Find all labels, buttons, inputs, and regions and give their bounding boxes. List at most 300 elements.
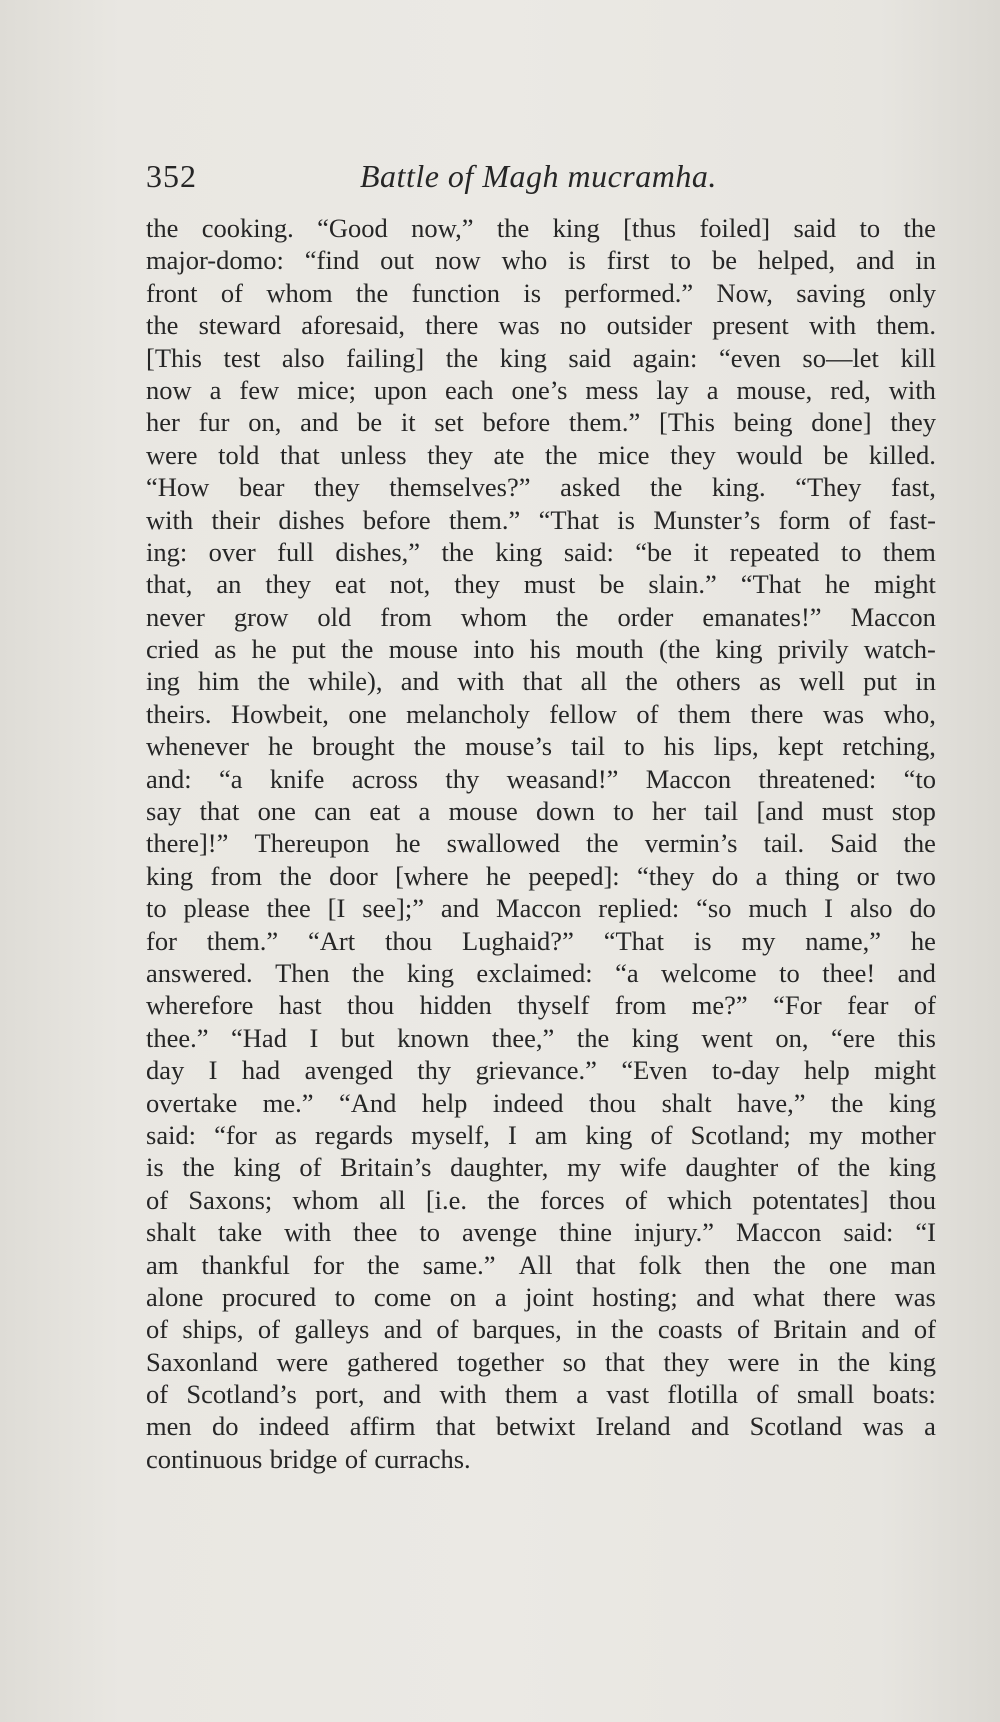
word: was (498, 310, 540, 341)
word: that (575, 1249, 616, 1280)
word: take (218, 1217, 263, 1248)
word: of (796, 1152, 820, 1183)
word: “for (214, 1119, 257, 1150)
word: present (712, 310, 789, 341)
word: they (890, 407, 936, 438)
word: Saxonland (146, 1346, 258, 1377)
word: indeed (492, 1087, 564, 1118)
word: said: (563, 536, 614, 567)
word: fur (198, 407, 230, 438)
word: he (825, 569, 851, 600)
word: they (427, 439, 473, 470)
word: thine (559, 1217, 613, 1248)
word: say (146, 796, 182, 827)
word: name,” (805, 925, 882, 956)
text-line (146, 504, 936, 536)
word: the (496, 213, 530, 243)
word: he (268, 731, 294, 762)
word: steward (198, 310, 282, 341)
word: please (183, 893, 250, 924)
word: that, (146, 569, 193, 600)
word: he (486, 860, 512, 891)
word: a (494, 1281, 507, 1312)
word: fast- (888, 504, 936, 535)
text-line (146, 795, 936, 827)
word: help (804, 1055, 850, 1086)
word: to-day (711, 1055, 780, 1086)
word: aforesaid, (301, 310, 406, 341)
text-line (146, 1346, 936, 1378)
word: before (482, 407, 551, 438)
word: hast (278, 990, 322, 1021)
text-line (146, 827, 936, 859)
word: with (809, 310, 857, 341)
word: bear (238, 472, 285, 503)
text-line (146, 925, 936, 957)
word: he (910, 925, 936, 956)
word: the (773, 1249, 806, 1280)
word: was (822, 698, 865, 729)
word: now,” (411, 213, 474, 243)
word: to (419, 1217, 441, 1248)
text-line (146, 1443, 936, 1475)
word: them.” (448, 504, 521, 535)
word: Howbeit, (230, 698, 329, 729)
word: ate (493, 439, 525, 470)
word: folk (638, 1249, 682, 1280)
word: and (440, 893, 480, 924)
word: daughter, (450, 1152, 549, 1183)
text-line (146, 568, 936, 600)
text-line (146, 1313, 936, 1345)
word: his (529, 634, 561, 665)
word: theirs. (146, 698, 212, 729)
word: thee (266, 893, 311, 924)
word: and (696, 1281, 735, 1312)
word: hosting; (592, 1281, 678, 1312)
word: of (299, 1152, 322, 1183)
word: king (495, 536, 543, 567)
word: thing (784, 860, 840, 891)
word: of (636, 698, 659, 729)
word: the (831, 1087, 864, 1118)
word: what (753, 1281, 805, 1312)
word: one (348, 698, 387, 729)
word: tail. (763, 828, 805, 859)
text-line (146, 698, 936, 730)
text-line (146, 471, 936, 503)
word: king (888, 1152, 936, 1183)
word: man (890, 1249, 936, 1280)
word: her (146, 407, 180, 438)
word: swallowed (446, 828, 560, 859)
word: shalt (146, 1217, 197, 1248)
word: were (727, 1346, 780, 1377)
word: of (736, 1314, 760, 1345)
word: “a (219, 763, 243, 794)
word: Scotland’s (186, 1379, 297, 1410)
word: replied: (598, 893, 680, 924)
word: to (840, 536, 862, 567)
word: vast (606, 1379, 650, 1410)
text-line (146, 1151, 936, 1183)
text-line (146, 1119, 936, 1151)
text-line (146, 1022, 936, 1054)
word: king (552, 213, 600, 243)
word: galleys (294, 1314, 370, 1345)
word: [I (327, 893, 346, 924)
word: Saxons; (188, 1184, 273, 1215)
word: with (146, 504, 194, 535)
word: that (605, 1346, 645, 1377)
word: mouth (575, 634, 644, 665)
word: said (793, 213, 837, 243)
word: major-domo: (146, 245, 284, 276)
word: the (837, 1152, 871, 1183)
word: never (146, 601, 205, 632)
word: I (507, 1119, 517, 1150)
word: each (444, 374, 494, 405)
word: them (677, 698, 731, 729)
word: them (882, 536, 936, 567)
word: well (799, 666, 845, 697)
word: small (796, 1379, 855, 1410)
word: Now, (716, 277, 773, 308)
word: kill (900, 342, 936, 373)
word: Thereupon (254, 828, 370, 859)
word: continuous (146, 1443, 263, 1474)
word: is (568, 245, 586, 276)
word: do (211, 1411, 239, 1442)
word: so (562, 1346, 587, 1377)
word: of (436, 1314, 459, 1345)
word: men (146, 1411, 192, 1442)
text-line (146, 601, 936, 633)
word: joint (525, 1281, 574, 1312)
word: [This (146, 342, 202, 373)
word: of (913, 990, 936, 1021)
word: their (211, 504, 261, 535)
word: Maccon (735, 1217, 822, 1248)
word: as (214, 634, 237, 665)
word: were (146, 439, 198, 470)
word: do (909, 893, 936, 924)
word: mouse (388, 634, 458, 665)
word: saving (796, 277, 866, 308)
text-line (146, 1184, 936, 1216)
word: they (314, 472, 360, 503)
word: whom (460, 601, 528, 632)
word: my (567, 1152, 602, 1183)
word: of (848, 504, 871, 535)
word: they (663, 1346, 710, 1377)
word: old (317, 601, 352, 632)
word: me.” (262, 1087, 314, 1118)
word: from (210, 860, 263, 891)
word: failing] (346, 342, 425, 373)
word: Britain (773, 1314, 847, 1345)
word: performed.” (564, 277, 694, 308)
word: to (779, 957, 800, 988)
word: they (265, 569, 311, 600)
word: set (434, 407, 464, 438)
word: them.” (568, 407, 641, 438)
word: the (146, 310, 179, 341)
word: helped, (757, 245, 836, 276)
word: thou (888, 1184, 936, 1215)
word: I (208, 1055, 218, 1086)
word: is (617, 504, 635, 535)
word: thee! (822, 957, 876, 988)
word: fellow (549, 698, 617, 729)
word: out (380, 245, 415, 276)
word: upon (373, 374, 427, 405)
text-line (146, 1281, 936, 1313)
word: to (859, 213, 881, 243)
word: order (617, 601, 674, 632)
word: of (344, 1443, 367, 1474)
word: “a (615, 957, 639, 988)
word: killed. (868, 439, 936, 470)
word: barques, (472, 1314, 562, 1345)
text-line (146, 763, 936, 795)
word: threatened: (758, 763, 877, 794)
word: my (741, 925, 776, 956)
running-title: Battle of Magh mucramha. (360, 158, 717, 194)
word: for (313, 1249, 344, 1280)
word: “How (146, 472, 210, 503)
word: was (894, 1281, 936, 1312)
word: and (897, 957, 936, 988)
word: and (690, 1411, 730, 1442)
word: the (146, 213, 179, 243)
word: “For (773, 990, 822, 1021)
word: [thus (623, 213, 677, 243)
word: the (413, 731, 447, 762)
word: Britain’s (340, 1152, 432, 1183)
word: in (915, 666, 936, 697)
word: that (279, 439, 320, 470)
word: the (837, 1346, 871, 1377)
word: the (545, 439, 578, 470)
word: ing (146, 666, 180, 697)
word: had (241, 1055, 281, 1086)
word: weasand!” (506, 763, 619, 794)
text-line (146, 860, 936, 892)
text-line (146, 277, 936, 309)
word: he (251, 634, 277, 665)
word: as (274, 1119, 297, 1150)
word: all (580, 666, 608, 697)
text-line (146, 892, 936, 924)
word: also (849, 893, 893, 924)
word: again: (632, 342, 698, 373)
text-line (146, 633, 936, 665)
word: wherefore (146, 990, 254, 1021)
word: lips, (713, 731, 759, 762)
word: avenged (304, 1055, 393, 1086)
text-line (146, 1249, 936, 1281)
word: of (624, 1184, 648, 1215)
word: to (334, 1281, 356, 1312)
word: it (400, 407, 416, 438)
word: with (888, 374, 936, 405)
word: cooking. (201, 213, 294, 243)
word: come (373, 1281, 432, 1312)
word: and (382, 1379, 422, 1410)
word: “Art (308, 925, 356, 956)
word: indeed (258, 1411, 330, 1442)
text-line (146, 957, 936, 989)
word: procured (221, 1281, 317, 1312)
text-line (146, 1087, 936, 1119)
word: dishes (278, 504, 345, 535)
word: mouse, (736, 374, 813, 405)
word: fear (847, 990, 889, 1021)
word: an (216, 569, 242, 600)
text-line (146, 1378, 936, 1410)
word: they (670, 439, 716, 470)
word: mouse (448, 796, 518, 827)
word: but (340, 1022, 375, 1053)
word: whenever (146, 731, 249, 762)
word: melancholy (406, 698, 530, 729)
word: the (487, 1184, 520, 1215)
word: my (808, 1119, 843, 1150)
word: thou (385, 925, 433, 956)
word: I (309, 1022, 319, 1053)
text-line (146, 665, 936, 697)
word: done] (811, 407, 872, 438)
text-line (146, 244, 936, 276)
text-line (146, 439, 936, 471)
word: “That (740, 569, 802, 600)
word: eat (334, 569, 366, 600)
word: unless (340, 439, 407, 470)
word: them (504, 1379, 558, 1410)
word: in (798, 1346, 819, 1377)
word: privily (777, 634, 849, 665)
word: thankful (201, 1249, 290, 1280)
word: his (663, 731, 695, 762)
word: in (576, 1314, 597, 1345)
word: few (239, 374, 280, 405)
word: thee (353, 1217, 398, 1248)
word: king (715, 634, 763, 665)
word: that (199, 796, 240, 827)
word: thyself (517, 990, 590, 1021)
word: can (314, 796, 352, 827)
word: peeped]: (528, 860, 620, 891)
word: on, (775, 1022, 809, 1053)
word: there]!” (146, 828, 229, 859)
word: in (915, 245, 936, 276)
word: thy (445, 763, 480, 794)
word: were (276, 1346, 329, 1377)
word: would (736, 439, 803, 470)
word: so—let (802, 342, 879, 373)
word: alone (146, 1281, 204, 1312)
word: the (182, 1152, 215, 1183)
word: eat (369, 796, 401, 827)
word: and: (146, 763, 192, 794)
word: thou (589, 1087, 637, 1118)
word: one’s (511, 374, 568, 405)
word: it (693, 536, 709, 567)
word: of (650, 1119, 673, 1150)
word: him (198, 666, 240, 697)
word: the (586, 828, 619, 859)
word: currachs. (374, 1443, 471, 1474)
word: “I (915, 1217, 936, 1248)
word: of (220, 277, 243, 308)
word: fast, (891, 472, 936, 503)
word: watch- (863, 634, 936, 665)
word: “ere (830, 1022, 876, 1053)
word: the (445, 342, 479, 373)
word: dishes,” (335, 536, 421, 567)
word: outsider (606, 310, 693, 341)
word: king (406, 957, 454, 988)
word: down (536, 796, 595, 827)
word: told (218, 439, 260, 470)
word: injury.” (634, 1217, 714, 1248)
word: the (367, 1249, 400, 1280)
word: mice; (297, 374, 356, 405)
word: must (523, 569, 576, 600)
word: “That (538, 504, 599, 535)
word: stop (891, 796, 936, 827)
word: cried (146, 634, 199, 665)
word: her (652, 796, 686, 827)
word: betwixt (495, 1411, 576, 1442)
word: the (352, 957, 385, 988)
word: that (435, 1411, 476, 1442)
word: king (585, 1119, 633, 1150)
word: the (625, 666, 658, 697)
text-line (146, 989, 936, 1021)
word: overtake (146, 1087, 238, 1118)
word: “even (719, 342, 781, 373)
word: to (613, 796, 634, 827)
word: them.” (206, 925, 279, 956)
word: there (750, 698, 804, 729)
word: to (624, 731, 645, 762)
word: am (146, 1249, 179, 1280)
word: is (146, 1152, 164, 1183)
word: of (756, 1379, 779, 1410)
word: be (599, 569, 625, 600)
word: or (856, 860, 879, 891)
word: be (823, 439, 849, 470)
word: said: (146, 1119, 197, 1150)
word: do (711, 860, 739, 891)
word: said: (843, 1217, 894, 1248)
word: have,” (737, 1087, 806, 1118)
word: [i.e. (425, 1184, 468, 1215)
word: is (693, 925, 712, 956)
word: port, (315, 1379, 365, 1410)
word: forces (539, 1184, 605, 1215)
word: foiled] (699, 213, 771, 243)
word: “they (637, 860, 695, 891)
word: test (223, 342, 261, 373)
word: the (903, 213, 936, 243)
word: lay (656, 374, 689, 405)
word: a (755, 860, 768, 891)
word: the (649, 472, 683, 503)
word: Maccon (496, 893, 582, 924)
